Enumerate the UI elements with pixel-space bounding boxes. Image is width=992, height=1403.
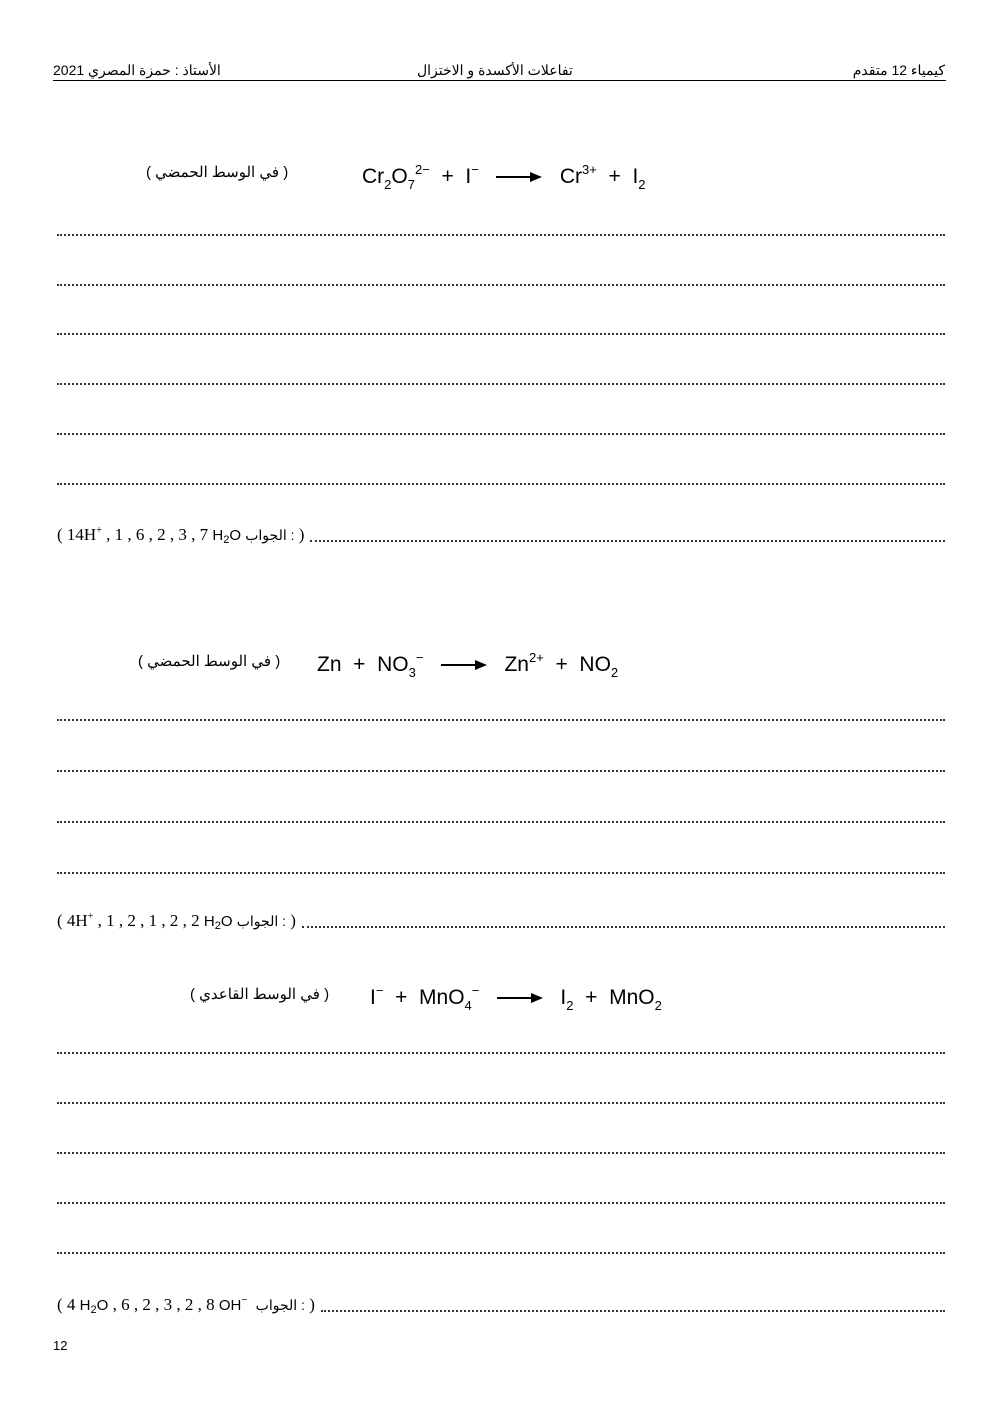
equation-3: I− + MnO$_4$− $I_2 + MnO_2$ [370, 983, 662, 1013]
answer-line[interactable] [321, 1310, 945, 1312]
answer-line[interactable] [57, 234, 945, 236]
answer-line[interactable] [57, 1202, 945, 1204]
reaction-medium-2: ( في الوسط الحمضي ) [138, 653, 281, 670]
answer-line[interactable] [57, 333, 945, 335]
answer-line[interactable] [57, 383, 945, 385]
answer-line[interactable] [57, 1102, 945, 1104]
answer-line[interactable] [57, 284, 945, 286]
course-title: كيمياء 12 متقدم [852, 62, 945, 78]
answer-key-2: ( 4H+ , 1 , 2 , 1 , 2 , 2 $H_2O$ : الجواب ) [57, 906, 945, 937]
reaction-arrow-icon [496, 171, 542, 183]
page-number: 12 [53, 1338, 68, 1353]
answer-line[interactable] [57, 1052, 945, 1054]
answer-line[interactable] [57, 770, 945, 772]
answer-line[interactable] [310, 540, 945, 542]
answer-key-1: ( 14H+ , 1 , 6 , 2 , 3 , 7 $H_2O$ : الجواب ) [57, 520, 945, 551]
equation-1: $Cr_2O_7^{2-} + I^-$ $Cr^{3+} + I_2$ [362, 162, 646, 192]
answer-line[interactable] [57, 1152, 945, 1154]
answer-line[interactable] [57, 1252, 945, 1254]
teacher-name: الأستاذ : حمزة المصري 2021 [53, 62, 221, 78]
answer-line[interactable] [57, 872, 945, 874]
answer-line[interactable] [57, 719, 945, 721]
answer-line[interactable] [57, 483, 945, 485]
answer-line[interactable] [302, 926, 945, 928]
equation-2: $Zn + NO_3^-$ $Zn^{2+} + NO_2$ [317, 650, 619, 680]
answer-line[interactable] [57, 821, 945, 823]
reaction-medium-3: ( في الوسط القاعدي ) [190, 986, 330, 1003]
answer-line[interactable] [57, 433, 945, 435]
answer-key-3: ( 4 $H_2O$ , 6 , 2 , 3 , 2 , 8 OH− : الجواب ) [57, 1290, 945, 1321]
reaction-arrow-icon [441, 659, 487, 671]
topic-title: تفاعلات الأكسدة و الاختزال [417, 62, 573, 78]
reaction-arrow-icon [497, 992, 543, 1004]
header-rule [53, 80, 946, 81]
reaction-medium-1: ( في الوسط الحمضي ) [146, 164, 289, 181]
